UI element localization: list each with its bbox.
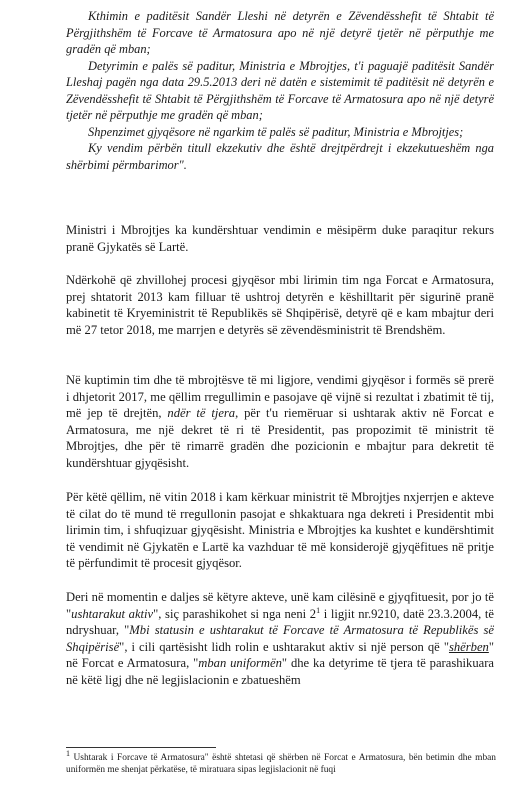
p5-text-h: " në Forcat e Armatosura, " — [66, 639, 494, 670]
p3-text-c: , për t'u riemëruar si ushtarak aktiv në Forcat e Armatosura, me një dekret të ri të Presidentit, pas propozimit të ministrit të Mbrojtjes, dhe për të rimarrë gradën dhe pozicionin e mbajtur para dekretit të kundërshtuar gjyqësisht. — [66, 406, 494, 470]
quoted-decision — [66, 8, 494, 173]
p5-uniform: mban uniformën — [198, 656, 282, 670]
p5-serves: shërben — [448, 639, 489, 654]
footnote-ref: 1 — [316, 605, 321, 615]
paragraph-request: Për këtë qëllim, në vitin 2018 i kam kërkuar ministrit të Mbrojtjes nxjerrjen e akteve të cilat do të mund të rregullonin pasojat e shkaktuara nga dekreti i Presidentit mbi lirimin tim, i shfuqizuar gjyqësisht. Ministria e Mbrojtjes ka kushtet e kundërshtimit të vendimit në Gjykatën e Lartë ka vazhduar të më konsiderojë gjyqëfitues në pritje të përfundimit të procesit gjyqësor. — [66, 490, 494, 570]
paragraph-advisor-role: Ndërkohë që zhvillohej procesi gjyqësor mbi lirimin tim nga Forcat e Armatosura, prej shtatorit 2013 kam filluar të ushtroj detyrën e këshilltarit për sigurinë pranë kabinetit të Kryeministrit të Republikës së Shqipërisë, detyrë që e kam mbajtur deri më 27 tetor 2018, me marrjen e detyrës së zëvendësministrit të Brendshëm. — [66, 273, 494, 337]
footnote-divider — [66, 747, 216, 748]
p3-italic-phrase: ndër të tjera — [167, 406, 236, 420]
paragraph-interpretation — [66, 372, 494, 471]
footnote-number: 1 — [66, 748, 70, 758]
quote-item-1: Kthimin e paditësit Sandër Lleshi në detyrën e Zëvendësshefit të Shtabit të Përgjithshëm të Forcave të Armatosura apo në një detyrë tjetër në përputhje me gradën që mban; — [66, 9, 494, 56]
paragraph-status — [66, 589, 494, 688]
p5-text-f: ", i cili qartësisht lidh rolin e ushtarakut aktiv si një person që " — [119, 639, 449, 654]
p5-text-d: i ligjit nr.9210, datë 23.3.2004, të ndryshuar, " — [66, 606, 494, 637]
p5-italic-active-soldier: ushtarakut aktiv — [71, 606, 154, 621]
p5-law-title: Mbi statusin e ushtarakut të Forcave të Armatosura të Republikës së Shqipërisë — [66, 623, 494, 654]
quote-item-3: Shpenzimet gjyqësore në ngarkim të palës së paditur, Ministria e Mbrojtjes; — [88, 124, 464, 139]
p5-text-a: Deri në momentin e daljes së këtyre akteve, unë kam cilësinë e gjyqfituesit, por jo të " — [66, 590, 494, 621]
p5-text-j: " dhe ka detyrime të tjera të parashikuara në këtë ligj dhe në legjislacionin e zbatueshëm — [66, 656, 495, 687]
footnote-text: Ushtarak i Forcave të Armatosura" është shtetasi që shërben në Forcat e Armatosura, bën betimin dhe mban uniformën me shenjat përkatëse, të miratuara sipas legjislacionit në fuqi — [66, 753, 496, 775]
quote-item-2: Detyrimin e palës së paditur, Ministria e Mbrojtjes, t'i paguajë paditësit Sandër Lleshaj pagën nga data 29.5.2013 deri në datën e sistemimit të paditësit në detyrën e Zëvendësshefit të Shtabit të Përgjithshëm të Forcave të Armatosura apo në një detyrë tjetër në përputhje me gradën që mban; — [66, 58, 494, 122]
quote-item-4: Ky vendim përbën titull ekzekutiv dhe është drejtpërdrejt i ekzekutueshëm nga shërbimi përmbarimor". — [66, 141, 494, 172]
footnote — [66, 748, 496, 776]
p5-text-c: ", siç parashikohet si nga neni 2 — [153, 606, 317, 621]
paragraph-appeal: Ministri i Mbrojtjes ka kundërshtuar vendimin e mësipërm duke paraqitur rekurs pranë Gjykatës së Lartë. — [66, 223, 494, 254]
p3-text-a: Në kuptimin tim dhe të mbrojtësve të mi ligjore, vendimi gjyqësor i formës së prerë i dhjetorit 2017, me qëllim rregullimin e pasojave që vijnë si rezultat i zbatimit të tij, më jep të drejtën, — [66, 373, 494, 420]
